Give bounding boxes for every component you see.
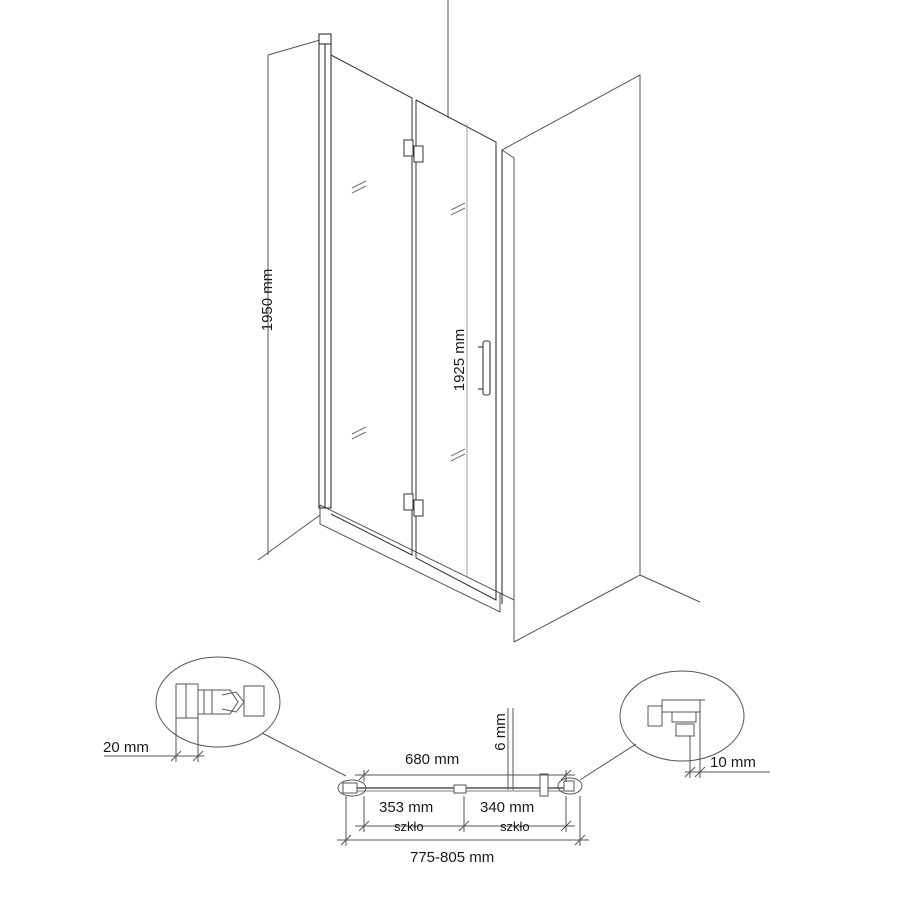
profile-depth-label: 6 mm <box>492 713 509 751</box>
hinge-bottom <box>404 494 423 516</box>
back-wall <box>258 0 448 560</box>
left-detail-callout <box>104 657 346 776</box>
hinge-top <box>404 140 423 162</box>
glass-height-label: 1925 mm <box>451 328 468 392</box>
adjustment-range-label: 775-805 mm <box>410 849 495 866</box>
glass-reflection-marks <box>352 181 465 461</box>
left-gap-label: 20 mm <box>103 739 149 756</box>
plan-view <box>337 708 589 846</box>
right-glass-label: szkło <box>500 819 530 834</box>
left-glass-label: szkło <box>394 819 424 834</box>
door-handle <box>478 341 490 395</box>
right-gap-label: 10 mm <box>710 754 756 771</box>
side-wall <box>502 75 700 642</box>
door-frame <box>319 34 502 604</box>
opening-width-label: 680 mm <box>405 751 460 768</box>
total-height-label: 1950 mm <box>259 268 276 332</box>
glass-panel-left <box>331 55 412 555</box>
right-glass-width-label: 340 mm <box>480 799 535 816</box>
left-glass-width-label: 353 mm <box>379 799 434 816</box>
